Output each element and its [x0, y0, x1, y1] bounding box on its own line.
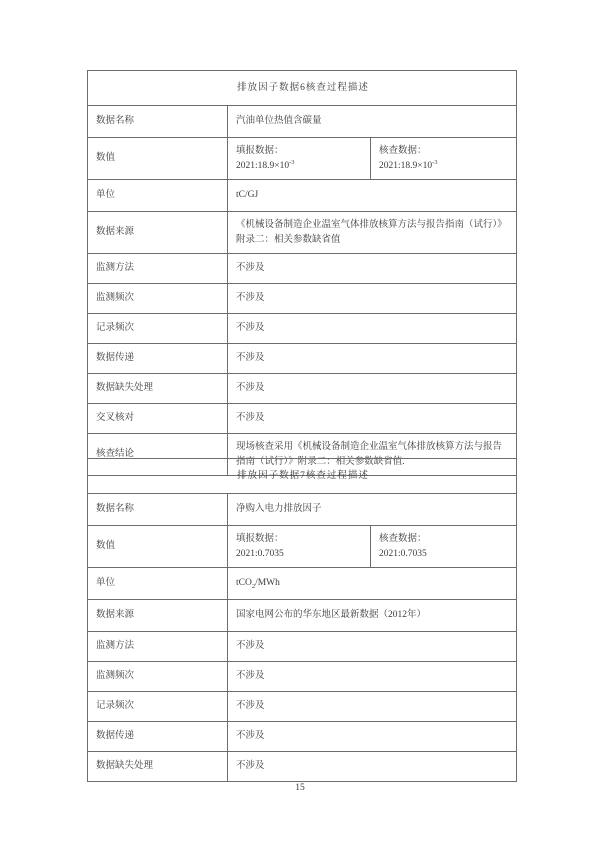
row-label: 数据名称 [88, 494, 228, 526]
row-label: 交叉核对 [88, 404, 228, 434]
value-base: 2021:18.9×10 [379, 160, 433, 171]
row-value: 不涉及 [228, 254, 517, 284]
row-value: 净购入电力排放因子 [228, 494, 517, 526]
row-value: 不涉及 [228, 692, 517, 722]
verified-value [379, 159, 510, 174]
page-number: 15 [295, 783, 305, 793]
row-value: 不涉及 [228, 404, 517, 434]
row-label: 单位 [88, 568, 228, 600]
value-exponent: -3 [289, 158, 295, 166]
row-value: 不涉及 [228, 314, 517, 344]
row-value: 汽油单位热值含碳量 [228, 106, 517, 138]
row-label: 数值 [88, 138, 228, 180]
reported-value [236, 159, 364, 174]
row-value: 不涉及 [228, 752, 517, 782]
row-value: 不涉及 [228, 284, 517, 314]
row-value-unit [228, 180, 517, 212]
value-base: 2021:0.7035 [379, 548, 427, 559]
value-exponent: -3 [432, 158, 438, 166]
row-value: 不涉及 [228, 722, 517, 752]
verified-heading: 核查数据： [379, 145, 427, 156]
row-label: 监测方法 [88, 632, 228, 662]
row-value: 不涉及 [228, 344, 517, 374]
reported-value-cell [228, 526, 371, 568]
reported-value [236, 547, 364, 562]
row-label: 记录频次 [88, 692, 228, 722]
verified-value [379, 547, 510, 562]
verified-value-cell [371, 526, 517, 568]
row-value: 《机械设备制造企业温室气体排放核算方法与报告指南（试行）》附录二：相关参数缺省值 [228, 212, 517, 254]
row-label: 数据缺失处理 [88, 752, 228, 782]
row-value: 国家电网公布的华东地区最新数据（2012年） [228, 600, 517, 632]
value-base: 2021:0.7035 [236, 548, 284, 559]
unit-base: tCO [236, 578, 252, 588]
row-value: 现场核查采用《机械设备制造企业温室气体排放核算方法与报告指南（试行）》附录二：相关参数缺省值. [228, 434, 517, 476]
verified-heading: 核查数据： [379, 533, 427, 544]
row-label: 单位 [88, 180, 228, 212]
row-label: 记录频次 [88, 314, 228, 344]
table-title: 排放因子数据7核查过程描述 [88, 459, 517, 494]
row-label: 数据缺失处理 [88, 374, 228, 404]
row-label: 监测方法 [88, 254, 228, 284]
row-label: 数据来源 [88, 600, 228, 632]
value-base: 2021:18.9×10 [236, 160, 290, 171]
row-label: 数据来源 [88, 212, 228, 254]
reported-value-cell [228, 138, 371, 180]
verification-table-emission-factor-6 [87, 70, 517, 476]
row-label: 监测频次 [88, 284, 228, 314]
unit-subscript: 2 [251, 582, 256, 590]
row-label: 核查结论 [88, 434, 228, 476]
table-title: 排放因子数据6核查过程描述 [88, 71, 517, 106]
reported-heading: 填报数据： [236, 533, 284, 544]
verification-table-emission-factor-7 [87, 458, 517, 782]
row-value: 不涉及 [228, 632, 517, 662]
unit-base: tC [236, 190, 245, 200]
row-value: 不涉及 [228, 374, 517, 404]
row-label: 数据名称 [88, 106, 228, 138]
unit-rest: /GJ [244, 190, 259, 200]
row-label: 监测频次 [88, 662, 228, 692]
row-label: 数值 [88, 526, 228, 568]
verified-value-cell [371, 138, 517, 180]
row-label: 数据传递 [88, 344, 228, 374]
row-value: 不涉及 [228, 662, 517, 692]
unit-rest: /MWh [255, 578, 280, 588]
row-value-unit [228, 568, 517, 600]
reported-heading: 填报数据： [236, 145, 284, 156]
row-label: 数据传递 [88, 722, 228, 752]
